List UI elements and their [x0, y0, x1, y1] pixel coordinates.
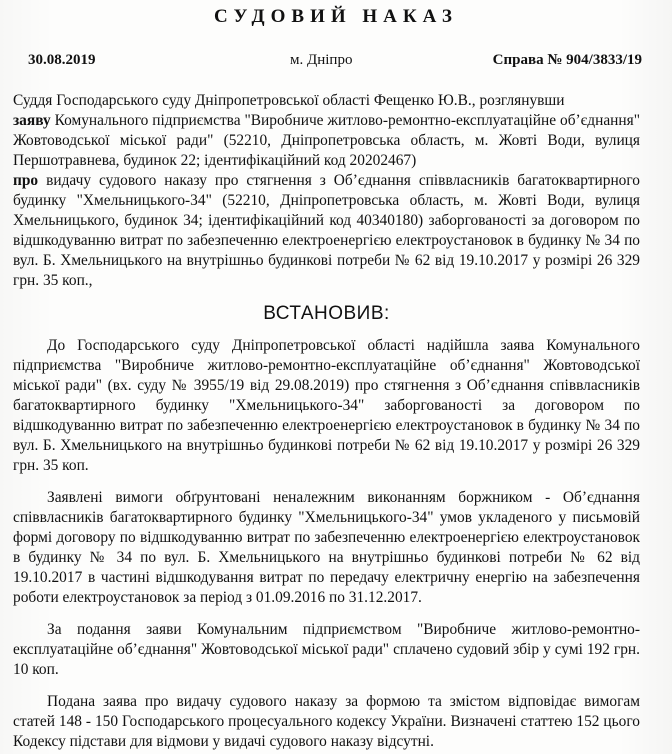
about-paragraph	[13, 171, 640, 291]
order-date: 30.08.2019	[28, 52, 96, 68]
paragraph-4: Подана заява про видачу судового наказу за формою та змістом відповідає вимогам статей 148 - 150 Господарського процесуального кодексу України. Визначені статтею 152 цього Кодексу підстави для відмови у видачі судового наказу відсутні.	[13, 693, 640, 750]
claim-keyword: заяву	[13, 112, 51, 129]
document-body	[13, 91, 640, 752]
claim-paragraph	[13, 111, 640, 171]
established-heading: ВСТАНОВИВ:	[263, 303, 390, 324]
paragraph-2: Заявлені вимоги обґрунтовані неналежним виконанням боржником - Об’єднання співвласників багатоквартирного будинку "Хмельницького-34" умов укладеного у письмовій формі договору по відшкодуванню витрат по забезпеченню електроенергією електроустановок в будинку № 34 по вул. Б. Хмельницького на внутрішньо будинкові потреби № 62 від 19.10.2017 в частині відшкодування витрат по передачу електричну енергію на забезпечення роботи електроустановок за період з 01.09.2016 по 31.12.2017.	[13, 489, 640, 606]
document-title: СУДОВИЙ НАКАЗ	[214, 6, 458, 27]
claim-text: Комунального підприємства "Виробниче житлово-ремонтно-експлуатаційне об’єднання" Жовтоводської міської ради" (52210, Дніпропетровська область, м. Жовті Води, вулиця Першотравнева, будинок 22; ідентифікаційний код 20202467)	[13, 112, 640, 169]
case-number: Справа № 904/3833/19	[492, 52, 642, 68]
about-keyword: про	[13, 172, 39, 189]
intro-paragraph: Суддя Господарського суду Дніпропетровської області Фещенко Ю.В., розглянувши	[13, 92, 565, 109]
about-text: видачу судового наказу про стягнення з Об’єднання співвласників багатоквартирного будинку "Хмельницького-34" (52210, Дніпропетровська область, м. Жовті Води, вулиця Хмельницького, будинок 34; ідентифікаційний код 40340180) заборгованості за договором по відшкодуванню витрат по забезпеченню електроенергією електроустановок в будинку № 34 по вул. Б. Хмельницького на внутрішньо будинкові потреби № 62 від 19.10.2017 у розмірі 26 329 грн. 35 коп.,	[13, 172, 640, 289]
paragraph-1: До Господарського суду Дніпропетровської області надійшла заява Комунального підприємства "Виробниче житлово-ремонтно-експлуатаційне об’єднання" Жовтоводської міської ради" (вх. суду № 3955/19 від 29.08.2019) про стягнення з Об’єднання співвласників багатоквартирного будинку "Хмельницького-34" заборгованості за договором по відшкодуванню витрат по забезпеченню електроенергією електроустановок в будинку № 34 по вул. Б. Хмельницького на внутрішньо будинкові потреби № 62 від 19.10.2017 у розмірі 26 329 грн. 35 коп.	[13, 337, 640, 474]
paragraph-3: За подання заяви Комунальним підприємством "Виробниче житлово-ремонтно-експлуатаційне об’єднання" Жовтоводської міської ради" сплачено судовий збір у сумі 192 грн. 10 коп.	[13, 621, 640, 678]
order-city: м. Дніпро	[290, 52, 353, 68]
